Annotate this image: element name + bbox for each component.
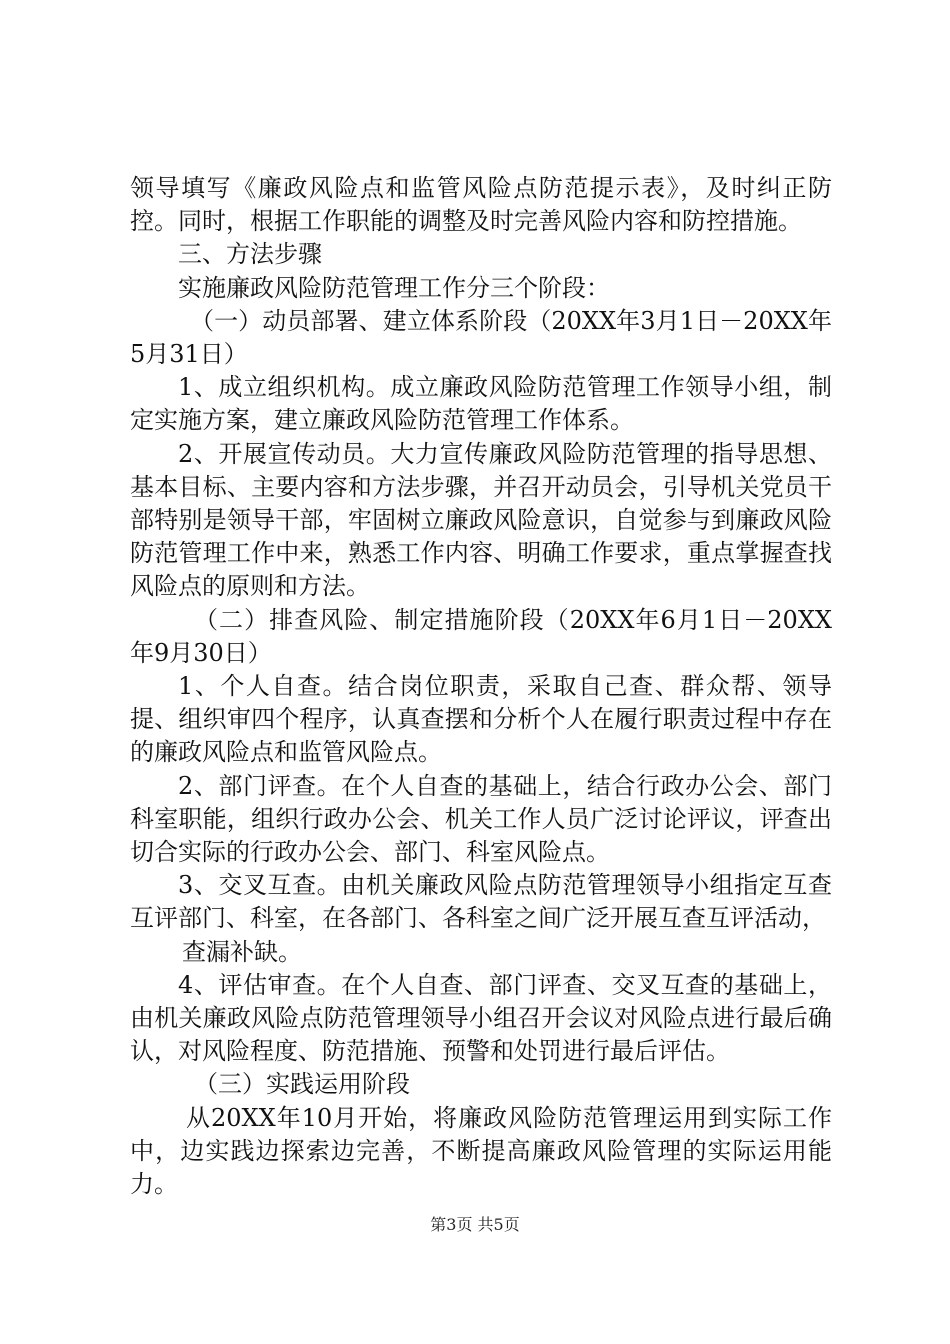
paragraph-stage-3: 从20XX年10月开始，将廉政风险防范管理运用到实际工作中，边实践边探索边完善，不断提高廉政风险管理的实际运用能力。 (130, 1103, 832, 1199)
document-body (130, 172, 832, 1201)
paragraph-intro-stages: 实施廉政风险防范管理工作分三个阶段： (178, 273, 610, 302)
list-item-1-2: 2、开展宣传动员。大力宣传廉政风险防范管理的指导思想、基本目标、主要内容和方法步骤，并召开动员会，引导机关党员干部特别是领导干部，牢固树立廉政风险意识，自觉参与到廉政风险防范管理工作中来，熟悉工作内容、明确工作要求，重点掌握查找风险点的原则和方法。 (130, 439, 832, 601)
list-item-2-4: 4、评估审查。在个人自查、部门评查、交叉互查的基础上，由机关廉政风险点防范管理领导小组召开会议对风险点进行最后确认，对风险程度、防范措施、预警和处罚进行最后评估。 (130, 970, 832, 1066)
list-item-1-1: 1、成立组织机构。成立廉政风险防范管理工作领导小组，制定实施方案，建立廉政风险防范管理工作体系。 (130, 373, 832, 435)
stage-heading-3: （三）实践运用阶段 (194, 1070, 410, 1099)
page-number-footer: 第3页 共5页 (430, 1215, 520, 1234)
stage-heading-2: （二）排查风险、制定措施阶段（20XX年6月1日－20XX年9月30日） (130, 605, 832, 667)
stage-heading-1: （一）动员部署、建立体系阶段（20XX年3月1日－20XX年5月31日） (130, 306, 832, 369)
paragraph-continuation: 领导填写《廉政风险点和监管风险点防范提示表》，及时纠正防控。同时，根据工作职能的调整及时完善风险内容和防控措施。 (130, 174, 832, 236)
section-heading-methods: 三、方法步骤 (178, 240, 322, 269)
list-item-2-1: 1、个人自查。结合岗位职责，采取自己查、群众帮、领导提、组织审四个程序，认真查摆和分析个人在履行职责过程中存在的廉政风险点和监管风险点。 (130, 672, 832, 767)
list-item-2-3: 3、交叉互查。由机关廉政风险点防范管理领导小组指定互查互评部门、科室，在各部门、各科室之间广泛开展互查互评活动， (130, 871, 832, 933)
list-item-2-2: 2、部门评查。在个人自查的基础上，结合行政办公会、部门科室职能，组织行政办公会、机关工作人员广泛讨论评议，评查出切合实际的行政办公会、部门、科室风险点。 (130, 771, 832, 867)
list-item-2-3-cont: 查漏补缺。 (182, 937, 302, 966)
